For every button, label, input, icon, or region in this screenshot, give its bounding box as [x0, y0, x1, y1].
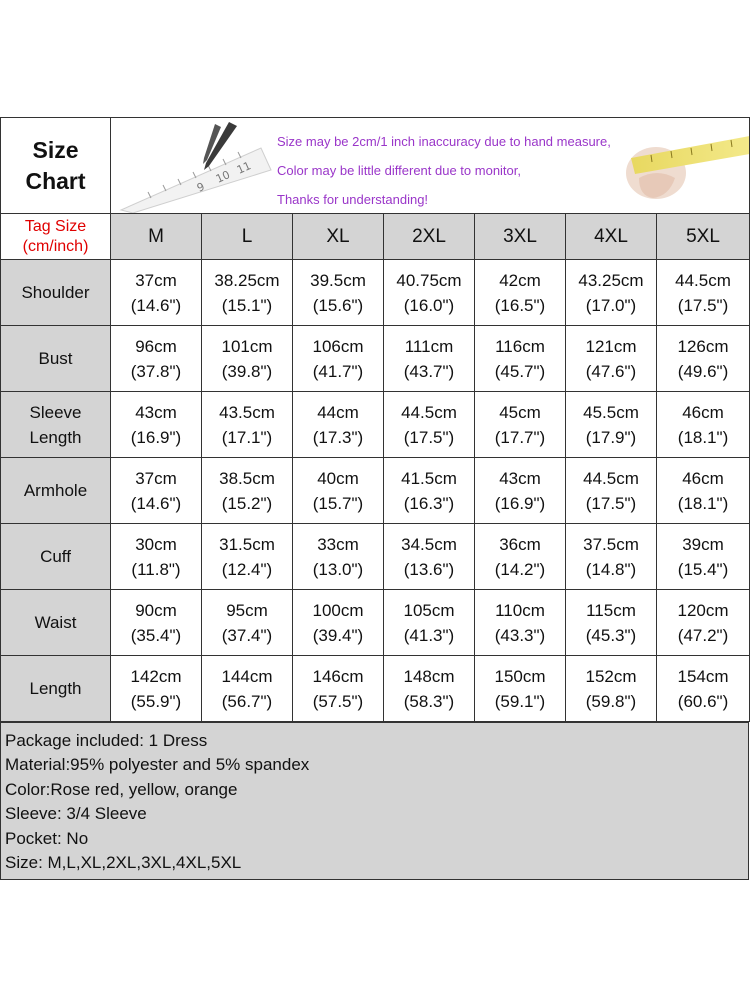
measuring-tape-icon: [626, 136, 750, 199]
value-inch: (41.7"): [312, 361, 364, 381]
value-inch: (37.4"): [221, 625, 273, 645]
size-header-m: M: [111, 214, 202, 260]
value-inch: (41.3"): [403, 625, 455, 645]
value-inch: (49.6"): [677, 361, 729, 381]
measure-cell-waist-5xl: [657, 590, 750, 656]
value-inch: (16.9"): [494, 493, 546, 513]
value-cm: 126cm: [677, 336, 729, 356]
value-cm: 38.5cm: [219, 468, 275, 488]
measure-cell-sleeve-length-m: [111, 392, 202, 458]
value-inch: (17.5"): [677, 295, 729, 315]
value-cm: 148cm: [403, 666, 455, 686]
value-inch: (18.1"): [677, 493, 729, 513]
measure-cell-cuff-5xl: [657, 524, 750, 590]
value-inch: (15.6"): [312, 295, 364, 315]
size-header-xl: XL: [293, 214, 384, 260]
row-label-cuff: [1, 524, 111, 590]
value-cm: 39cm: [682, 534, 724, 554]
value-inch: (17.7"): [494, 427, 546, 447]
value-inch: (14.8"): [585, 559, 637, 579]
measure-cell-cuff-xl: [293, 524, 384, 590]
value-cm: 115cm: [586, 600, 636, 620]
measure-cell-length-m: [111, 656, 202, 722]
value-inch: (17.3"): [312, 427, 364, 447]
value-inch: (17.0"): [585, 295, 637, 315]
measure-cell-length-4xl: [566, 656, 657, 722]
measure-cell-armhole-3xl: [475, 458, 566, 524]
value-inch: (17.1"): [221, 427, 273, 447]
value-cm: 90cm: [135, 600, 177, 620]
measure-cell-cuff-l: [202, 524, 293, 590]
value-cm: 43.25cm: [578, 270, 644, 290]
measure-cell-sleeve-length-xl: [293, 392, 384, 458]
measure-cell-sleeve-length-5xl: [657, 392, 750, 458]
value-cm: 44.5cm: [583, 468, 639, 488]
chart-header: [1, 118, 750, 214]
measure-cell-waist-2xl: [384, 590, 475, 656]
measure-cell-sleeve-length-4xl: [566, 392, 657, 458]
ruler-tick-11: 11: [234, 159, 254, 177]
value-cm: 152cm: [585, 666, 637, 686]
value-inch: (15.2"): [221, 493, 273, 513]
value-cm: 146cm: [312, 666, 364, 686]
row-waist: [1, 590, 750, 656]
measure-cell-bust-xl: [293, 326, 384, 392]
value-cm: 31.5cm: [219, 534, 275, 554]
row-label-text: Cuff: [40, 547, 71, 566]
value-cm: 44.5cm: [401, 402, 457, 422]
value-inch: (43.3"): [494, 625, 546, 645]
value-cm: 111cm: [404, 336, 454, 356]
value-cm: 33cm: [317, 534, 359, 554]
size-header-row: [1, 214, 750, 260]
value-inch: (18.1"): [677, 427, 729, 447]
measure-cell-length-2xl: [384, 656, 475, 722]
measure-cell-waist-l: [202, 590, 293, 656]
value-cm: 43cm: [499, 468, 541, 488]
row-label-text: Bust: [38, 349, 73, 368]
row-length: [1, 656, 750, 722]
row-cuff: [1, 524, 750, 590]
tag-size-line-1: Tag Size: [24, 217, 87, 235]
value-cm: 37.5cm: [583, 534, 639, 554]
size-header-4xl: 4XL: [566, 214, 657, 260]
measure-cell-shoulder-m: [111, 260, 202, 326]
size-chart-table: [0, 117, 750, 722]
value-cm: 96cm: [135, 336, 177, 356]
value-cm: 37cm: [135, 468, 177, 488]
value-cm: 39.5cm: [310, 270, 366, 290]
value-cm: 106cm: [312, 336, 364, 356]
value-cm: 37cm: [135, 270, 177, 290]
measure-cell-waist-xl: [293, 590, 384, 656]
tag-size-line-2: (cm/inch): [22, 237, 89, 255]
measure-cell-length-xl: [293, 656, 384, 722]
measure-cell-sleeve-length-3xl: [475, 392, 566, 458]
disclaimer-line-2: Color may be little different due to monitor,: [277, 163, 521, 178]
value-cm: 40cm: [317, 468, 359, 488]
value-cm: 34.5cm: [401, 534, 457, 554]
value-inch: (55.9"): [130, 691, 182, 711]
measure-cell-shoulder-xl: [293, 260, 384, 326]
info-line: Size: M,L,XL,2XL,3XL,4XL,5XL: [5, 853, 242, 873]
info-line: Color:Rose red, yellow, orange: [5, 779, 238, 799]
product-info: [1, 723, 749, 880]
measure-cell-waist-4xl: [566, 590, 657, 656]
value-inch: (12.4"): [221, 559, 273, 579]
value-inch: (13.0"): [312, 559, 364, 579]
chart-title-line-2: Chart: [25, 167, 86, 194]
ruler-pencil-icon: [121, 122, 271, 213]
value-inch: (17.5"): [403, 427, 455, 447]
value-cm: 43cm: [135, 402, 177, 422]
value-cm: 150cm: [494, 666, 546, 686]
size-header-2xl: 2XL: [384, 214, 475, 260]
measure-cell-length-3xl: [475, 656, 566, 722]
measure-cell-bust-l: [202, 326, 293, 392]
value-inch: (57.5"): [312, 691, 364, 711]
value-cm: 100cm: [312, 600, 364, 620]
ruler-tick-9: 9: [194, 180, 207, 195]
row-label-waist: [1, 590, 111, 656]
tag-size-label: [1, 214, 111, 260]
row-label-text: Waist: [34, 613, 77, 632]
value-cm: 95cm: [226, 600, 268, 620]
row-label-length: [1, 656, 111, 722]
value-cm: 42cm: [499, 270, 541, 290]
value-inch: (13.6"): [403, 559, 455, 579]
value-inch: (14.6"): [130, 493, 182, 513]
row-label-text: Sleeve: [29, 402, 82, 422]
value-cm: 36cm: [499, 534, 541, 554]
value-cm: 116cm: [495, 336, 545, 356]
measure-cell-shoulder-3xl: [475, 260, 566, 326]
value-cm: 142cm: [130, 666, 182, 686]
value-cm: 40.75cm: [396, 270, 462, 290]
measure-cell-shoulder-5xl: [657, 260, 750, 326]
measure-cell-length-5xl: [657, 656, 750, 722]
value-cm: 110cm: [495, 600, 545, 620]
value-cm: 38.25cm: [214, 270, 280, 290]
value-cm: 41.5cm: [401, 468, 457, 488]
value-inch: (45.3"): [585, 625, 637, 645]
measure-cell-waist-3xl: [475, 590, 566, 656]
row-label-text: Armhole: [23, 481, 88, 500]
measure-cell-armhole-4xl: [566, 458, 657, 524]
value-inch: (47.6"): [585, 361, 637, 381]
value-cm: 154cm: [677, 666, 729, 686]
row-sleeve-length: [1, 392, 750, 458]
row-label-sleeve-length: [1, 392, 111, 458]
measure-cell-shoulder-l: [202, 260, 293, 326]
measure-cell-armhole-xl: [293, 458, 384, 524]
value-inch: (39.8"): [221, 361, 273, 381]
value-inch: (14.6"): [130, 295, 182, 315]
measure-cell-waist-m: [111, 590, 202, 656]
row-label-text: Length: [29, 427, 82, 447]
size-header-3xl: 3XL: [475, 214, 566, 260]
row-label-shoulder: [1, 260, 111, 326]
row-label-text: Shoulder: [21, 283, 90, 302]
measure-cell-bust-4xl: [566, 326, 657, 392]
row-label-text: Length: [29, 679, 82, 698]
value-inch: (16.5"): [494, 295, 546, 315]
value-cm: 144cm: [221, 666, 273, 686]
value-inch: (60.6"): [677, 691, 729, 711]
value-cm: 120cm: [677, 600, 729, 620]
value-cm: 45.5cm: [583, 402, 639, 422]
measure-cell-bust-3xl: [475, 326, 566, 392]
value-inch: (59.1"): [494, 691, 546, 711]
value-inch: (16.3"): [403, 493, 455, 513]
value-cm: 44.5cm: [675, 270, 731, 290]
measure-cell-armhole-5xl: [657, 458, 750, 524]
measure-cell-bust-5xl: [657, 326, 750, 392]
value-cm: 121cm: [585, 336, 637, 356]
value-inch: (35.4"): [130, 625, 182, 645]
value-inch: (59.8"): [585, 691, 637, 711]
row-shoulder: [1, 260, 750, 326]
value-inch: (16.0"): [403, 295, 455, 315]
ruler-tick-10: 10: [213, 168, 233, 186]
value-inch: (15.7"): [312, 493, 364, 513]
measure-cell-bust-m: [111, 326, 202, 392]
value-cm: 105cm: [403, 600, 455, 620]
row-bust: [1, 326, 750, 392]
value-cm: 44cm: [317, 402, 359, 422]
value-inch: (37.8"): [130, 361, 182, 381]
info-line: Sleeve: 3/4 Sleeve: [5, 804, 147, 824]
measure-cell-shoulder-4xl: [566, 260, 657, 326]
value-inch: (17.5"): [585, 493, 637, 513]
value-inch: (15.1"): [221, 295, 273, 315]
measure-cell-length-l: [202, 656, 293, 722]
value-inch: (58.3"): [403, 691, 455, 711]
row-label-armhole: [1, 458, 111, 524]
value-cm: 30cm: [135, 534, 177, 554]
value-inch: (11.8"): [131, 559, 181, 579]
value-inch: (47.2"): [677, 625, 729, 645]
value-cm: 43.5cm: [219, 402, 275, 422]
size-header-5xl: 5XL: [657, 214, 750, 260]
measure-cell-cuff-3xl: [475, 524, 566, 590]
measure-cell-cuff-2xl: [384, 524, 475, 590]
value-inch: (15.4"): [677, 559, 729, 579]
measure-cell-armhole-2xl: [384, 458, 475, 524]
disclaimer-line-3: Thanks for understanding!: [277, 192, 429, 207]
measure-cell-bust-2xl: [384, 326, 475, 392]
size-header-l: L: [202, 214, 293, 260]
disclaimer-banner: [111, 118, 750, 214]
value-inch: (45.7"): [494, 361, 546, 381]
value-inch: (43.7"): [403, 361, 455, 381]
size-chart: [0, 117, 749, 880]
measure-cell-shoulder-2xl: [384, 260, 475, 326]
chart-title-line-1: Size: [32, 136, 79, 163]
value-cm: 46cm: [682, 402, 724, 422]
measure-cell-armhole-m: [111, 458, 202, 524]
value-inch: (14.2"): [494, 559, 546, 579]
info-line: Package included: 1 Dress: [5, 731, 208, 750]
measure-cell-sleeve-length-l: [202, 392, 293, 458]
row-label-bust: [1, 326, 111, 392]
measure-cell-sleeve-length-2xl: [384, 392, 475, 458]
measure-cell-cuff-m: [111, 524, 202, 590]
row-armhole: [1, 458, 750, 524]
measure-cell-cuff-4xl: [566, 524, 657, 590]
info-line: Pocket: No: [5, 828, 89, 848]
product-info-table: [0, 722, 749, 880]
value-inch: (16.9"): [130, 427, 182, 447]
value-inch: (39.4"): [312, 625, 364, 645]
info-line: Material:95% polyester and 5% spandex: [5, 755, 310, 775]
value-cm: 101cm: [221, 336, 273, 356]
value-inch: (17.9"): [585, 427, 637, 447]
value-cm: 46cm: [682, 468, 724, 488]
value-cm: 45cm: [499, 402, 541, 422]
disclaimer-line-1: Size may be 2cm/1 inch inaccuracy due to hand measure,: [277, 134, 611, 149]
value-inch: (56.7"): [221, 691, 273, 711]
measure-cell-armhole-l: [202, 458, 293, 524]
chart-title: [1, 118, 111, 214]
